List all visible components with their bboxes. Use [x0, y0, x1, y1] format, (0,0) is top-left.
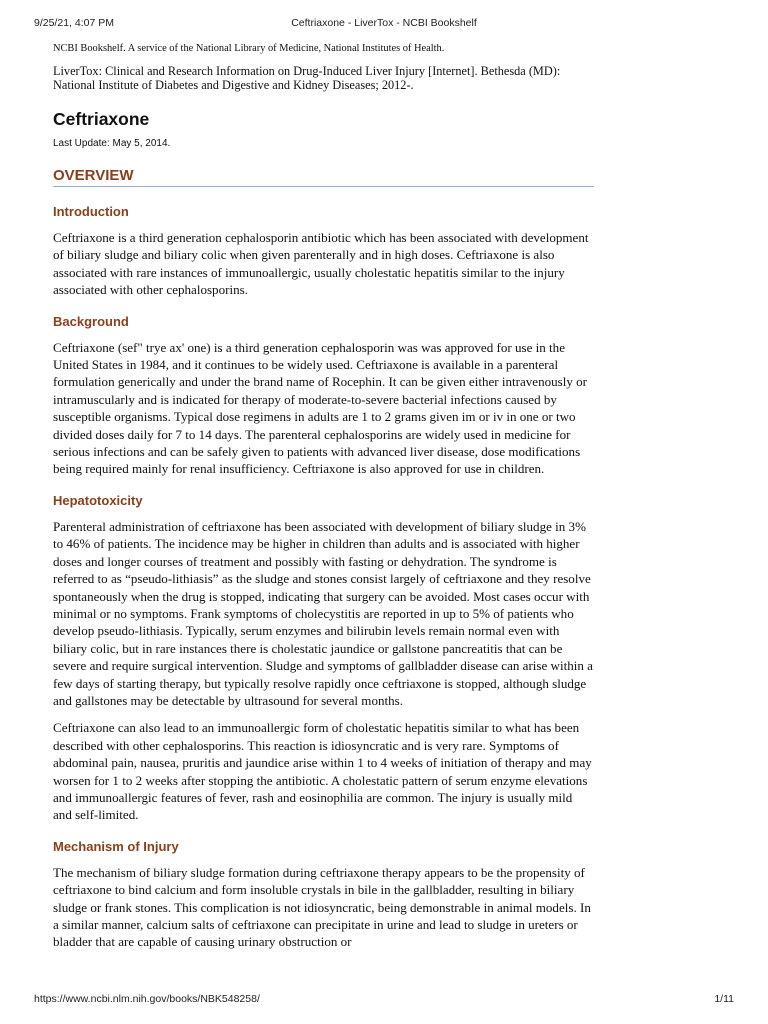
section-overview-heading: OVERVIEW: [53, 167, 594, 187]
document-content: [53, 42, 594, 951]
hepatotoxicity-paragraph-1: Parenteral administration of ceftriaxone has been associated with development of biliary sludge in 3% to 46% of patients. The incidence may be higher in children than adults and is associated with higher doses and longer courses of treatment and possibly with fasting or dehydration. The syndrome is referred to as “pseudo-lithiasis” as the sludge and stones consist largely of ceftriaxone and they resolve spontaneously when the drug is stopped, indicating that surgery can be avoided. Most cases occur with minimal or no symptoms. Frank symptoms of cholecystitis are reported in up to 5% of patients who develop pseudo-lithiasis. Typically, serum enzymes and bilirubin levels remain normal even with biliary colic, but in rare instances there is cholestatic jaundice or gallstone pancreatitis that can be severe and require surgical intervention. Sludge and symptoms of gallbladder disease can arise within a few days of starting therapy, but typically resolve rapidly once ceftriaxone is stopped, although sludge and gallstones may be detectable by ultrasound for several months.: [53, 518, 593, 708]
bookshelf-line: NCBI Bookshelf. A service of the National Library of Medicine, National Institutes of Health.: [53, 43, 445, 54]
introduction-heading: Introduction: [53, 204, 129, 219]
mechanism-heading: Mechanism of Injury: [53, 838, 179, 854]
print-url: https://www.ncbi.nlm.nih.gov/books/NBK548258/: [34, 993, 260, 1005]
page-title: Ceftriaxone: [53, 109, 150, 129]
mechanism-paragraph: The mechanism of biliary sludge formation during ceftriaxone therapy appears to be the propensity of ceftriaxone to bind calcium and form insoluble crystals in bile in the gallbladder, resulting in biliary sludge or frank stones. This complication is not idiosyncratic, being demonstrable in animal models. In a similar manner, calcium salts of ceftriaxone can precipitate in urine and lead to sludge in ureters or bladder that are capable of causing urinary obstruction or: [53, 864, 591, 950]
print-page-number: 1/11: [714, 993, 734, 1005]
print-doc-title: Ceftriaxone - LiverTox - NCBI Bookshelf: [291, 17, 477, 29]
introduction-paragraph: Ceftriaxone is a third generation cephalosporin antibiotic which has been associated with development of biliary sludge and biliary colic when given parenterally and in high doses. Ceftriaxone is also associated with rare instances of immunoallergic, usually cholestatic hepatitis similar to the injury associated with other cephalosporins.: [53, 230, 589, 298]
hepatotoxicity-paragraph-2: Ceftriaxone can also lead to an immunoallergic form of cholestatic hepatitis similar to what has been described with other cephalosporins. This reaction is idiosyncratic and is very rare. Symptoms of abdominal pain, nausea, pruritis and jaundice arise within 1 to 4 weeks of initiation of therapy and may worsen for 1 to 2 weeks after stopping the antibiotic. A cholestatic pattern of serum enzyme elevations and immunoallergic features of fever, rash and eosinophilia are common. The injury is usually mild and self-limited.: [53, 720, 592, 823]
background-paragraph: Ceftriaxone (sef" trye ax' one) is a third generation cephalosporin was was approved for use in the United States in 1984, and it continues to be widely used. Ceftriaxone is available in a parenteral formulation generically and under the brand name of Rocephin. It can be given either intravenously or intramuscularly and is indicated for therapy of moderate-to-severe bacterial infections caused by susceptible organisms. Typical dose regimens in adults are 1 to 2 grams given im or iv in one or two divided doses daily for 7 to 14 days. The parenteral cephalosporins are widely used in medicine for serious infections and can be safely given to patients with advanced liver disease, dose modifications being required mainly for renal insufficiency. Ceftriaxone is also approved for use in children.: [53, 339, 588, 477]
print-datetime: 9/25/21, 4:07 PM: [34, 17, 114, 29]
last-update: Last Update: May 5, 2014.: [53, 138, 171, 149]
hepatotoxicity-heading: Hepatotoxicity: [53, 492, 143, 508]
print-footer: [34, 993, 734, 1007]
citation: LiverTox: Clinical and Research Information on Drug-Induced Liver Injury [Internet]. Bethesda (MD): National Institute of Diabetes and Digestive and Kidney Diseases; 2012-.: [53, 64, 561, 92]
print-header: [34, 17, 734, 31]
background-heading: Background: [53, 313, 129, 329]
